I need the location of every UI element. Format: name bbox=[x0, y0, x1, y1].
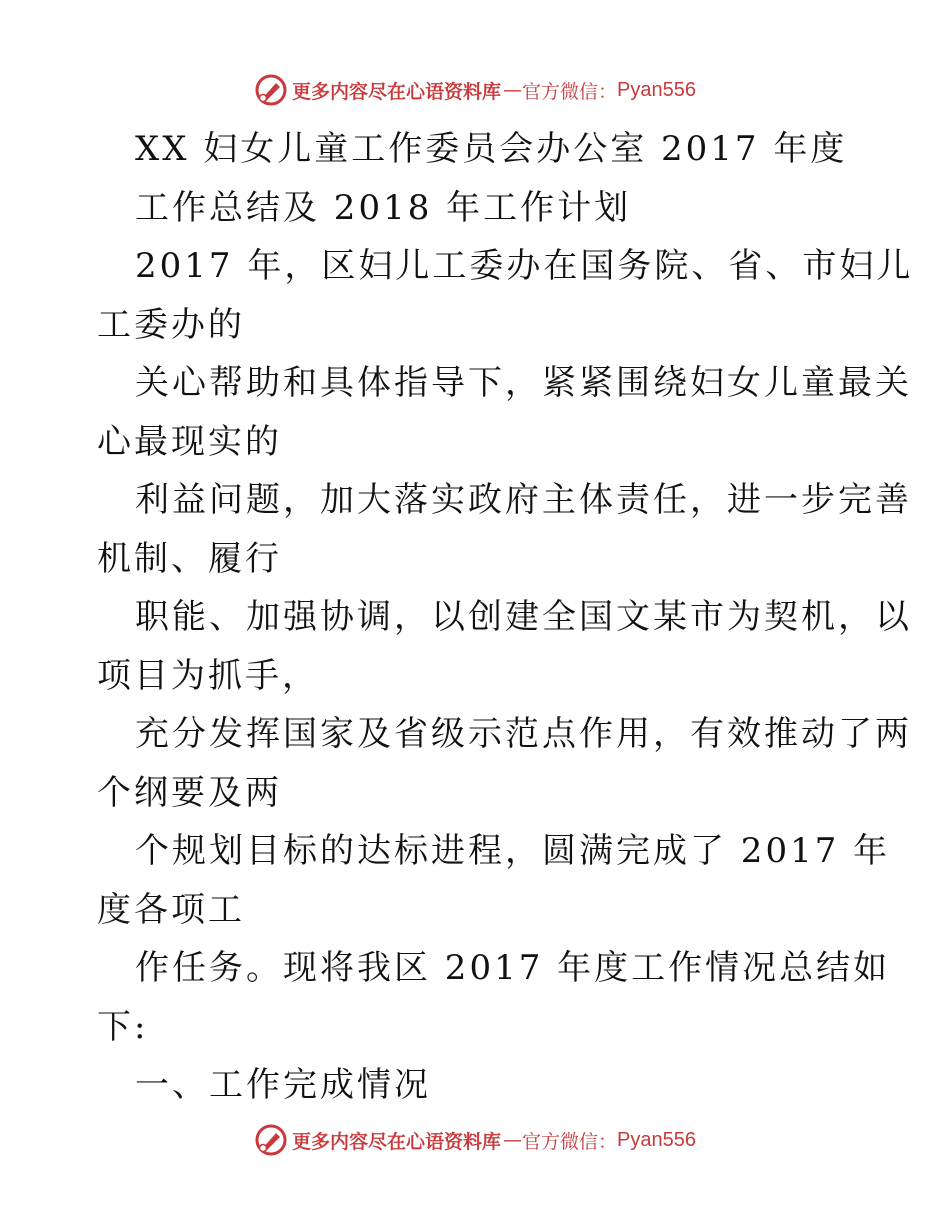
banner-wechat-label: 官方微信： bbox=[522, 1130, 618, 1153]
paragraph-line: 职能、加强协调，以创建全国文某市为契机，以 bbox=[135, 597, 912, 637]
paragraph-line: 下: bbox=[97, 1006, 149, 1047]
banner-title: 更多内容尽在心语资料库 bbox=[292, 1130, 502, 1153]
header-banner bbox=[0, 68, 950, 112]
paragraph-line: 项目为抓手， bbox=[97, 655, 319, 696]
paragraph-line: 充分发挥国家及省级示范点作用，有效推动了两 bbox=[135, 714, 912, 754]
banner-wechat-id: Pyan556 bbox=[617, 78, 696, 101]
footer-banner bbox=[0, 1118, 950, 1162]
document-body bbox=[97, 120, 914, 1115]
pen-nib-logo-icon bbox=[254, 73, 288, 107]
paragraph-line: 关心帮助和具体指导下，紧紧围绕妇女儿童最关 bbox=[135, 363, 912, 403]
pen-nib-logo-icon bbox=[254, 1123, 288, 1157]
paragraph-line: 度各项工 bbox=[97, 889, 245, 930]
paragraph-line: 心最现实的 bbox=[97, 421, 282, 462]
banner-wechat-label: 官方微信： bbox=[522, 80, 618, 103]
paragraph-line: 作任务。现将我区 2017 年度工作情况总结如 bbox=[135, 948, 891, 988]
paragraph-line: 个规划目标的达标进程，圆满完成了 2017 年 bbox=[135, 831, 891, 871]
paragraph-line: 工委办的 bbox=[97, 304, 245, 345]
banner-wechat-id: Pyan556 bbox=[617, 1128, 696, 1151]
section-heading: 一、工作完成情况 bbox=[135, 1065, 431, 1105]
banner-title: 更多内容尽在心语资料库 bbox=[292, 80, 502, 103]
paragraph-line: 2017 年，区妇儿工委办在国务院、省、市妇儿 bbox=[135, 246, 914, 286]
paragraph-line: 机制、履行 bbox=[97, 538, 282, 579]
doc-title-line-1: XX 妇女儿童工作委员会办公室 2017 年度 bbox=[135, 129, 848, 169]
doc-title-line-2: 工作总结及 2018 年工作计划 bbox=[135, 187, 632, 228]
banner-separator: — bbox=[503, 1129, 521, 1151]
paragraph-line: 个纲要及两 bbox=[97, 772, 282, 813]
paragraph-line: 利益问题，加大落实政府主体责任，进一步完善 bbox=[135, 480, 912, 520]
banner-separator: — bbox=[503, 79, 521, 101]
